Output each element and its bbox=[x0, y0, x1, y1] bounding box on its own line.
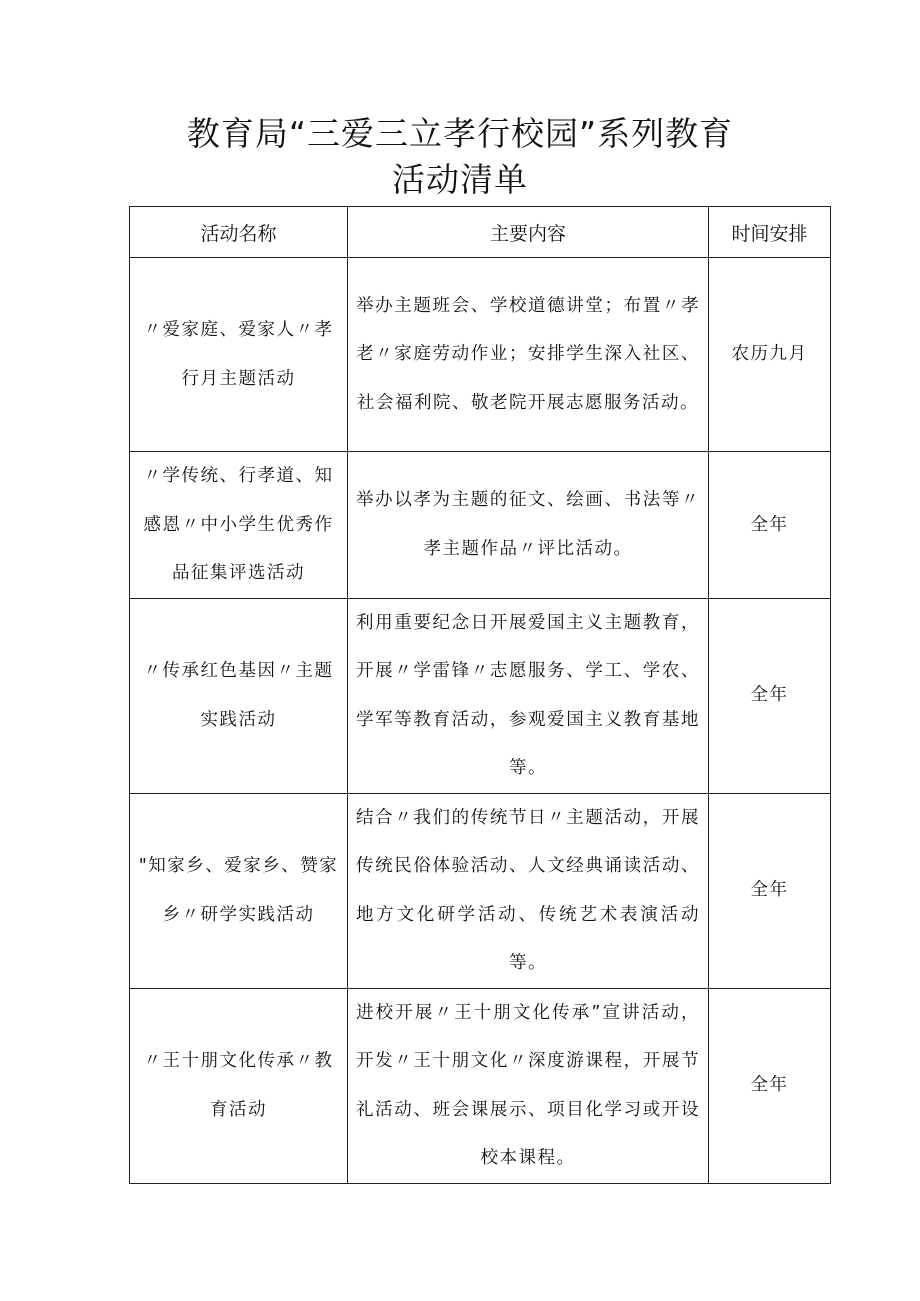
activity-table bbox=[129, 206, 831, 1184]
activity-content-cell: 结合〃我们的传统节日〃主题活动，开展传统民俗体验活动、人文经典诵读活动、地方文化研学活动、传统艺术表演活动等。 bbox=[348, 793, 709, 988]
activity-content-cell: 举办主题班会、学校道德讲堂；布置〃孝老〃家庭劳动作业；安排学生深入社区、社会福利院、敬老院开展志愿服务活动。 bbox=[348, 258, 709, 452]
table-row bbox=[130, 452, 831, 599]
table-row bbox=[130, 258, 831, 452]
header-activity-name: 活动名称 bbox=[130, 207, 348, 258]
activity-name-cell: 〃王十朋文化传承〃教育活动 bbox=[130, 988, 348, 1183]
activity-name-cell: 〃学传统、行孝道、知感恩〃中小学生优秀作品征集评选活动 bbox=[130, 452, 348, 599]
activity-name-cell: "知家乡、爱家乡、赞家乡〃研学实践活动 bbox=[130, 793, 348, 988]
page-title-line2: 活动清单 bbox=[392, 160, 528, 199]
activity-time-cell: 全年 bbox=[709, 988, 831, 1183]
activity-time-cell: 全年 bbox=[709, 452, 831, 599]
activity-time-cell: 农历九月 bbox=[709, 258, 831, 452]
table-header-row bbox=[130, 207, 831, 258]
activity-name-cell: 〃爱家庭、爱家人〃孝行月主题活动 bbox=[130, 258, 348, 452]
table-row bbox=[130, 988, 831, 1183]
activity-time-cell: 全年 bbox=[709, 793, 831, 988]
activity-content-cell: 举办以孝为主题的征文、绘画、书法等〃孝主题作品〃评比活动。 bbox=[348, 452, 709, 599]
header-main-content: 主要内容 bbox=[348, 207, 709, 258]
activity-name-cell: 〃传承红色基因〃主题实践活动 bbox=[130, 598, 348, 793]
table-row bbox=[130, 793, 831, 988]
activity-content-cell: 进校开展〃王十朋文化传承”宣讲活动，开发〃王十朋文化〃深度游课程，开展节礼活动、班会课展示、项目化学习或开设校本课程。 bbox=[348, 988, 709, 1183]
activity-time-cell: 全年 bbox=[709, 598, 831, 793]
page-title: 教育局“三爱三立孝行校园”系列教育 bbox=[186, 114, 734, 153]
table-row bbox=[130, 598, 831, 793]
activity-content-cell: 利用重要纪念日开展爱国主义主题教育，开展〃学雷锋〃志愿服务、学工、学农、学军等教育活动，参观爱国主义教育基地等。 bbox=[348, 598, 709, 793]
header-schedule: 时间安排 bbox=[709, 207, 831, 258]
